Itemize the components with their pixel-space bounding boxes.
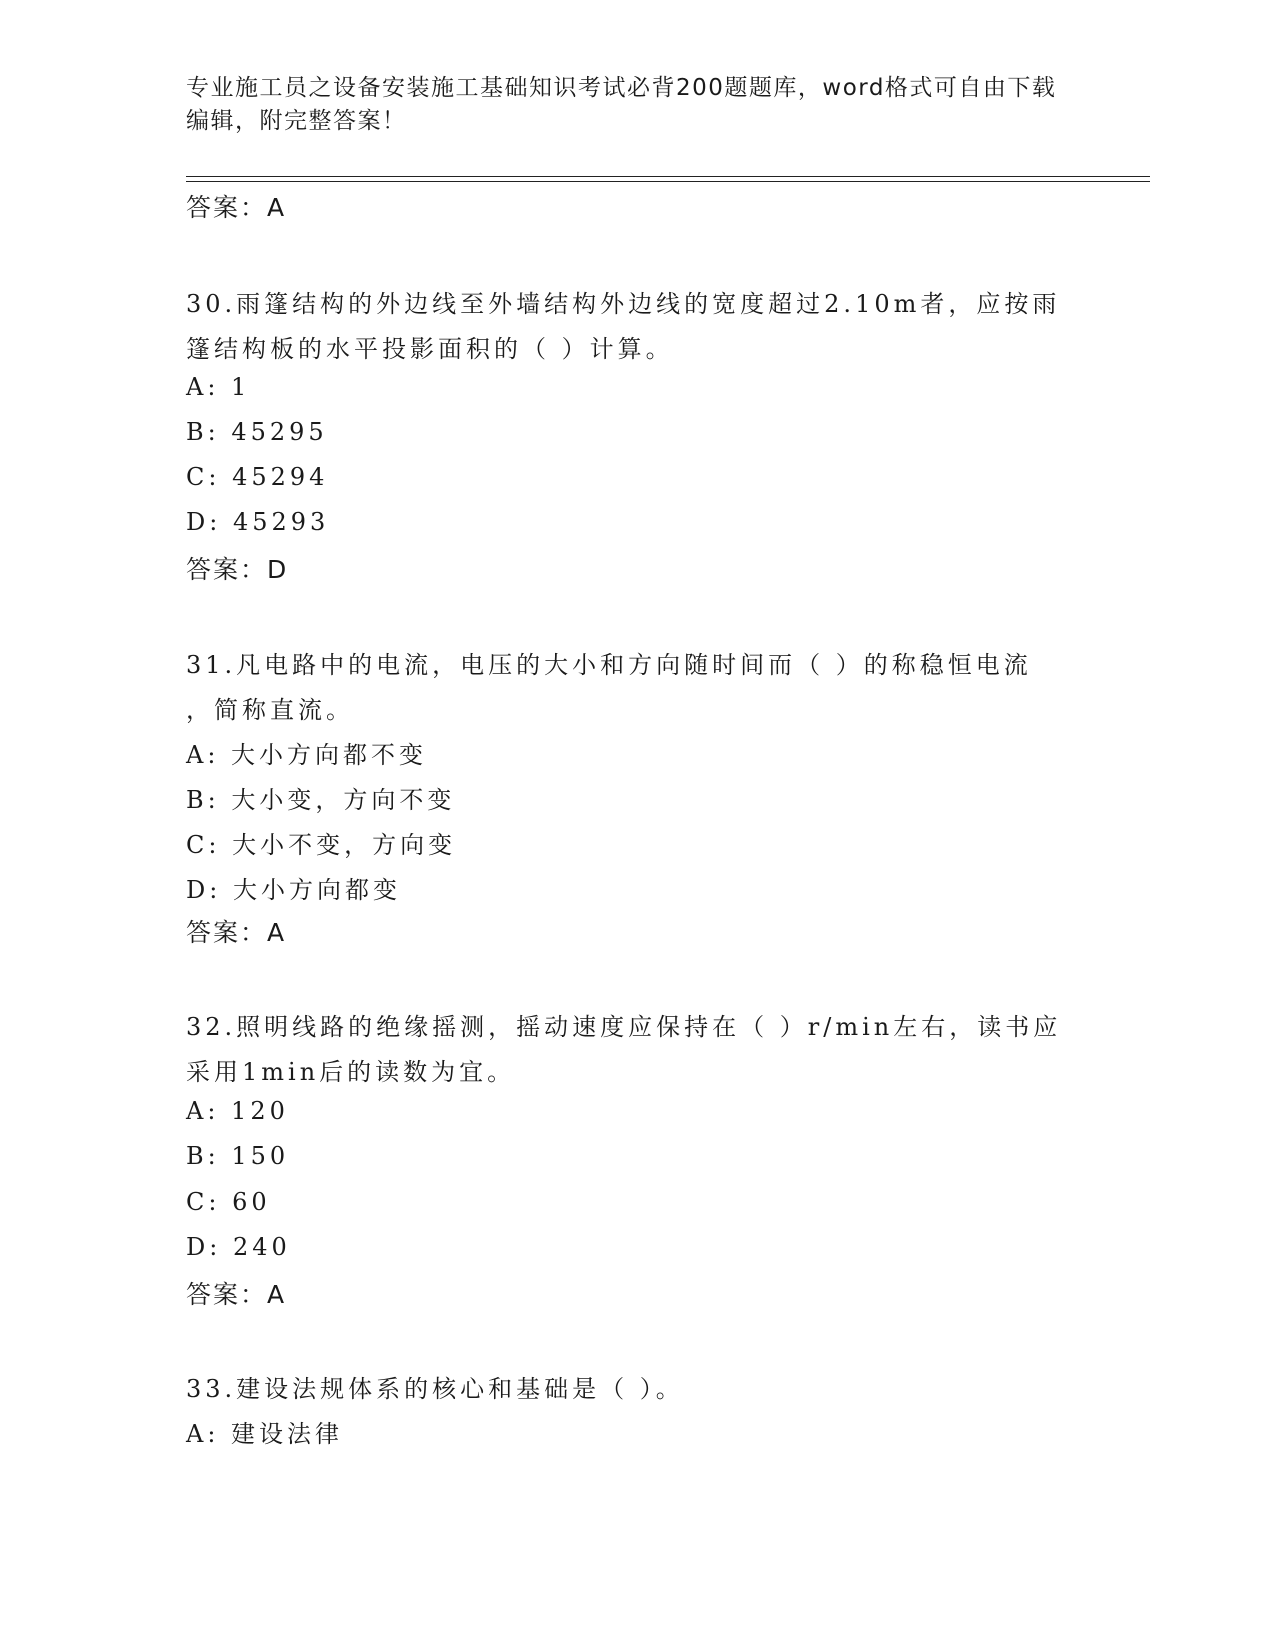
header-divider-bottom (186, 181, 1150, 182)
question-31-option-a: A: 大小方向都不变 (186, 741, 428, 769)
question-32-option-a: A: 120 (186, 1097, 289, 1125)
previous-answer: 答案：A (186, 193, 287, 222)
question-32-option-b: B: 150 (186, 1142, 290, 1170)
question-30-option-c: C: 45294 (186, 463, 329, 491)
question-31-option-b: B: 大小变，方向不变 (186, 786, 456, 814)
question-30-stem-line-1: 30.雨篷结构的外边线至外墙结构外边线的宽度超过2.10m者，应按雨 (186, 290, 1061, 318)
question-31-option-c: C: 大小不变，方向变 (186, 831, 457, 859)
document-header (186, 72, 1086, 138)
question-30-option-a: A: 1 (186, 373, 251, 401)
question-30-answer: 答案：D (186, 555, 289, 584)
question-32-option-c: C: 60 (186, 1188, 271, 1216)
header-line-1: 专业施工员之设备安装施工基础知识考试必背200题题库，word格式可自由下载 (186, 75, 1057, 101)
question-31-answer: 答案：A (186, 918, 287, 947)
question-32-answer: 答案：A (186, 1280, 287, 1309)
question-32-stem-line-2: 采用1min后的读数为宜。 (186, 1058, 516, 1086)
question-32-option-d: D: 240 (186, 1233, 291, 1261)
header-divider-top (186, 176, 1150, 177)
question-32-stem-line-1: 32.照明线路的绝缘摇测，摇动速度应保持在（ ）r/min左右，读书应 (186, 1013, 1062, 1041)
question-33-stem-line-1: 33.建设法规体系的核心和基础是（ ）。 (186, 1375, 684, 1403)
question-30-option-d: D: 45293 (186, 508, 330, 536)
question-30-option-b: B: 45295 (186, 418, 328, 446)
question-30-stem-line-2: 篷结构板的水平投影面积的（ ）计算。 (186, 335, 674, 363)
question-31-stem-line-2: ，简称直流。 (186, 696, 354, 724)
question-31-stem-line-1: 31.凡电路中的电流，电压的大小和方向随时间而（ ）的称稳恒电流 (186, 651, 1032, 679)
header-line-2: 编辑，附完整答案！ (186, 108, 407, 134)
question-31-option-d: D: 大小方向都变 (186, 876, 401, 904)
question-33-option-a: A: 建设法律 (186, 1420, 344, 1448)
